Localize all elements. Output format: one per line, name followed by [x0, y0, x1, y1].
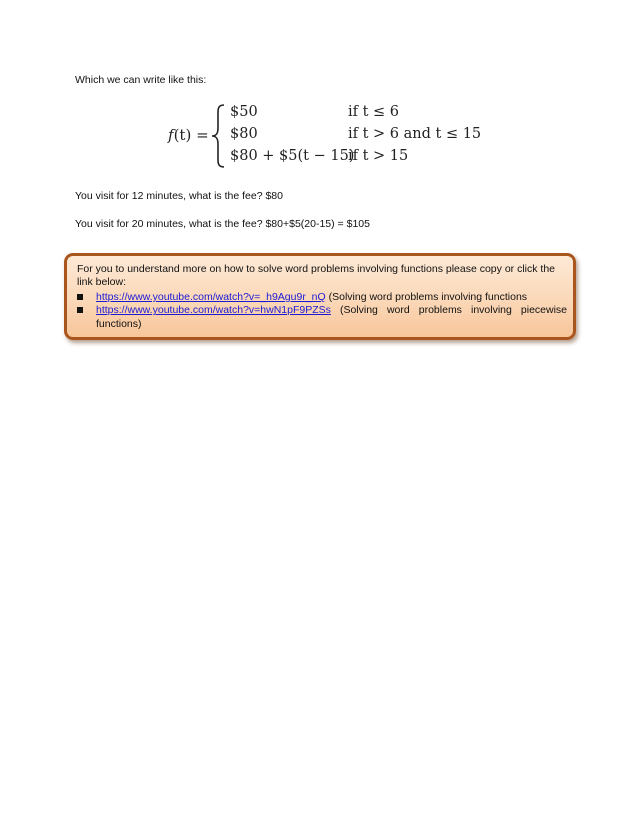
- link-description-word: piecewise: [520, 304, 567, 317]
- square-bullet-icon: [77, 294, 83, 300]
- link-list: [75, 291, 567, 331]
- video-link[interactable]: https://www.youtube.com/watch?v=_h9Agu9r_nQ: [96, 291, 326, 303]
- link-line: [96, 304, 567, 317]
- link-description-word: word: [386, 304, 410, 317]
- list-item: [75, 304, 567, 331]
- row-condition: if t > 6 and t ≤ 15: [348, 126, 482, 142]
- function-name: f: [168, 126, 174, 144]
- link-description: (Solving word problems involving functions: [328, 291, 528, 303]
- question-text: You visit for 12 minutes, what is the fee? $80: [75, 190, 283, 202]
- question-text: You visit for 20 minutes, what is the fee? $80+$5(20-15) = $105: [75, 218, 370, 230]
- resource-callout-box: [64, 253, 576, 340]
- row-condition: if t > 15: [348, 148, 409, 164]
- equation-lhs: [168, 126, 209, 144]
- row-condition: if t ≤ 6: [348, 104, 400, 120]
- link-description-tail: functions): [96, 317, 142, 330]
- link-description-word: involving: [470, 304, 512, 317]
- left-brace: [210, 104, 226, 168]
- intro-text: Which we can write like this:: [75, 74, 207, 86]
- row-value: $50: [230, 104, 258, 120]
- link-description-word: problems: [418, 304, 462, 317]
- link-description-word: (Solving: [339, 304, 378, 317]
- video-link[interactable]: https://www.youtube.com/watch?v=hwN1pF9PZSs: [96, 304, 331, 317]
- row-value: $80 + $5(t − 15): [230, 148, 355, 164]
- piecewise-equation: [168, 104, 488, 168]
- row-value: $80: [230, 126, 258, 142]
- square-bullet-icon: [77, 307, 83, 313]
- function-arg: (t) =: [173, 126, 209, 144]
- callout-intro: For you to understand more on how to solve word problems involving functions please copy or click the link below:: [77, 263, 555, 289]
- list-item: [75, 291, 567, 304]
